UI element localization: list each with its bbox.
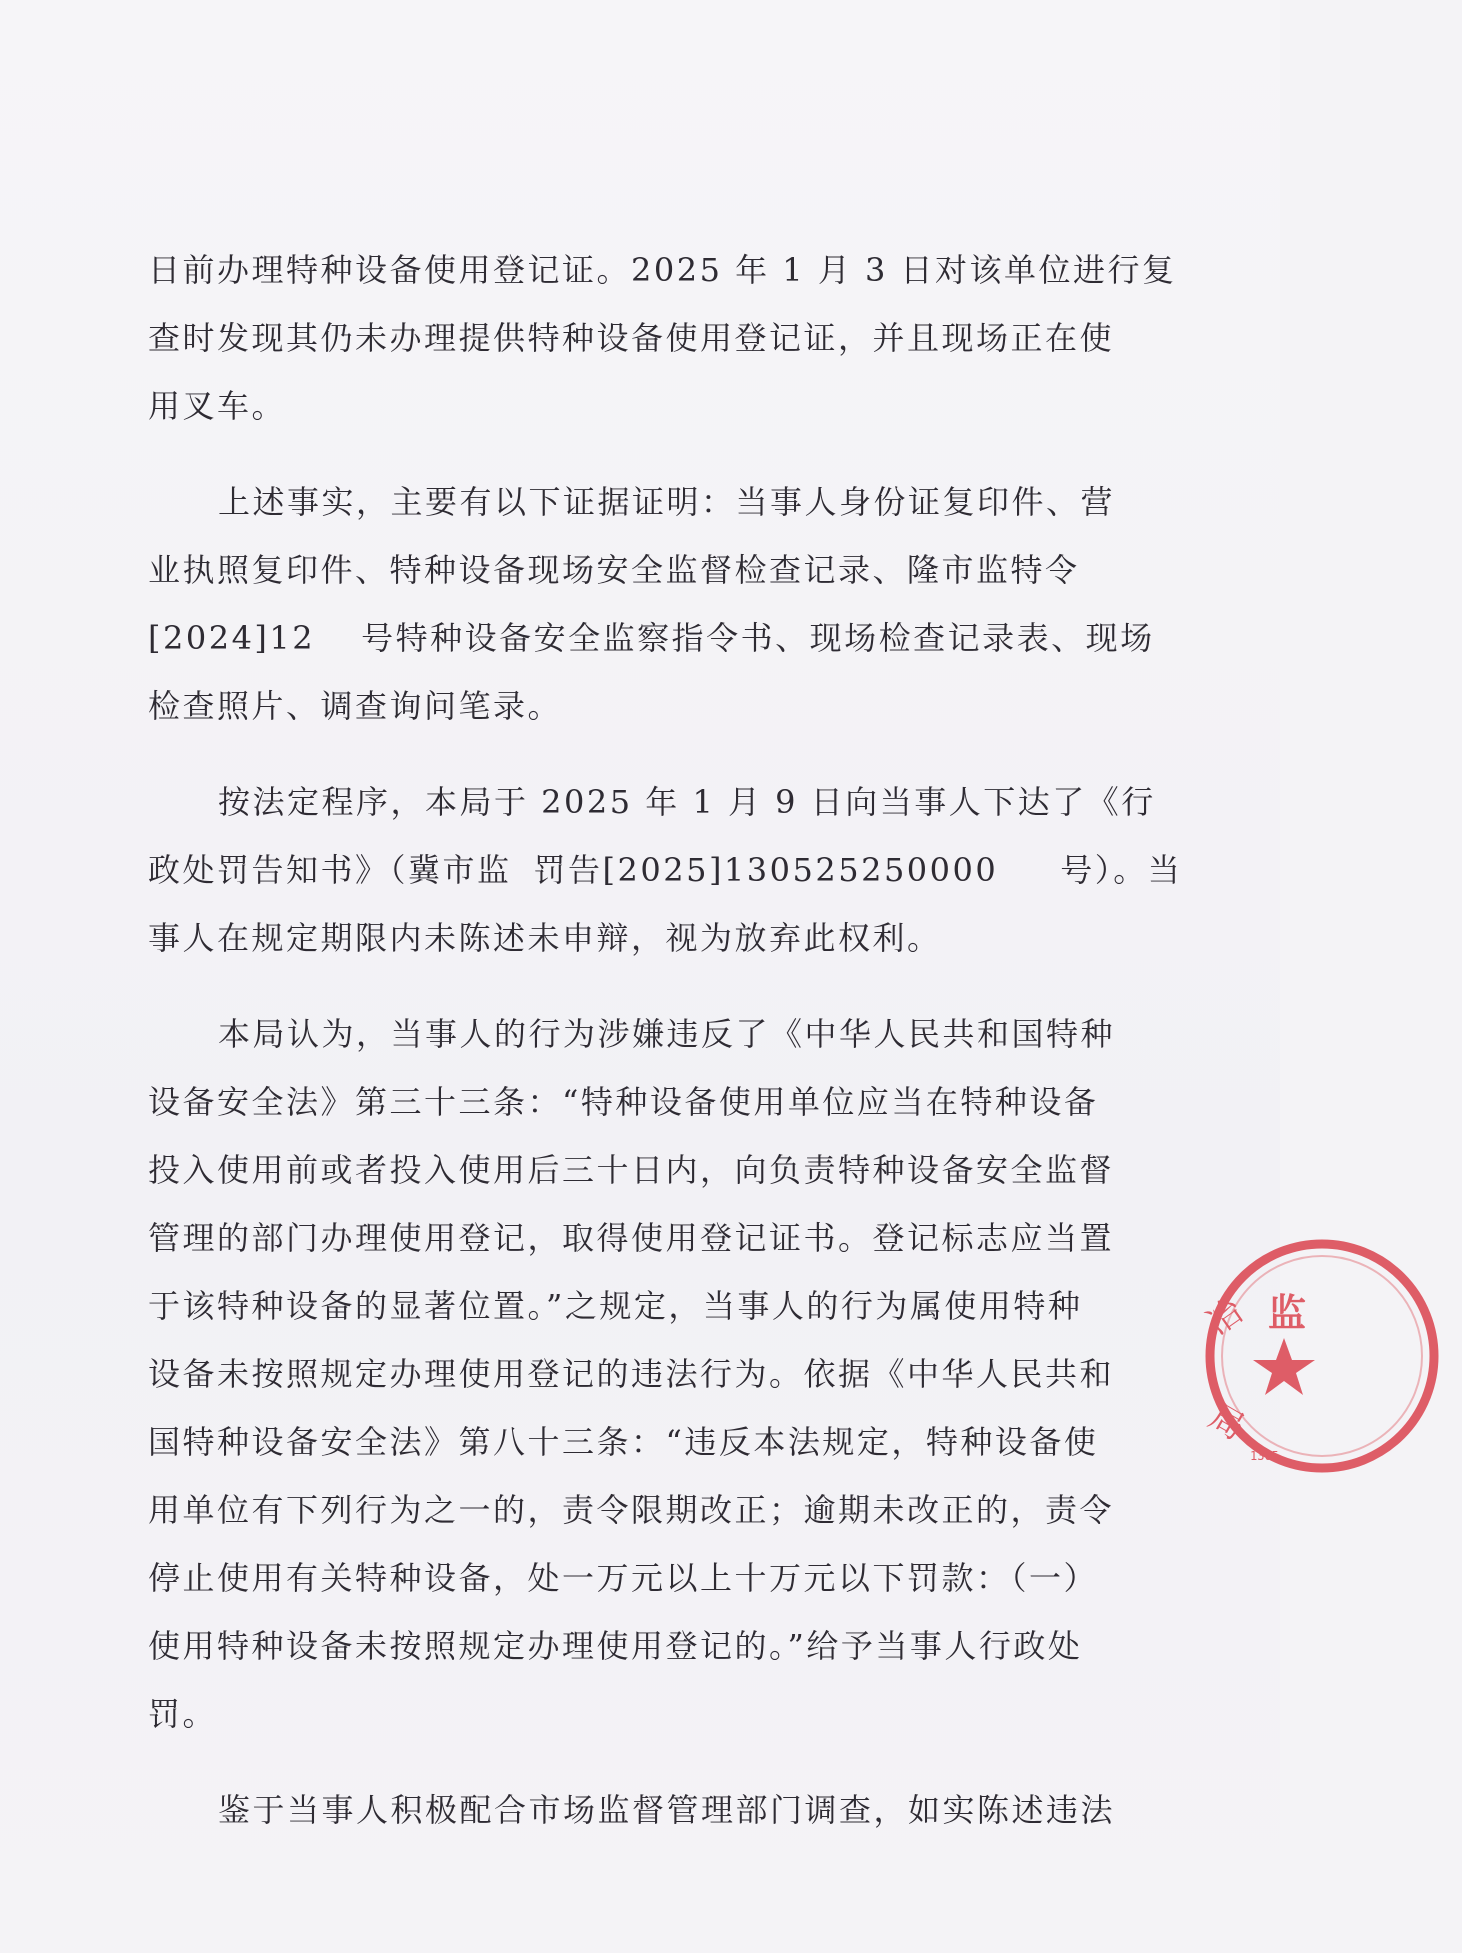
- text-line: 停止使用有关特种设备，处一万元以上十万元以下罚款：（一）: [148, 1559, 1099, 1597]
- text-line: 本局认为，当事人的行为涉嫌违反了《中华人民共和国特种: [218, 1015, 1116, 1053]
- paragraph-facts: [148, 236, 1177, 440]
- text-line: 设备安全法》第三十三条：“特种设备使用单位应当在特种设备: [148, 1083, 1099, 1121]
- paragraph-evidence: [148, 468, 1155, 740]
- text-line: 国特种设备安全法》第八十三条：“违反本法规定，特种设备使: [148, 1423, 1099, 1461]
- text-line: 上述事实，主要有以下证据证明：当事人身份证复印件、营: [218, 483, 1116, 521]
- text-line: 事人在规定期限内未陈述未申辩，视为放弃此权利。: [148, 919, 942, 957]
- text-line: 使用特种设备未按照规定办理使用登记的。”给予当事人行政处: [148, 1627, 1083, 1665]
- text-line: 鉴于当事人积极配合市场监督管理部门调查，如实陈述违法: [218, 1791, 1116, 1829]
- text-fragment: 号特种设备安全监察指令书、现场检查记录表、现场: [361, 619, 1155, 657]
- text-line: 检查照片、调查询问笔录。: [148, 687, 563, 725]
- paragraph-legal-basis: [148, 1000, 1116, 1748]
- seal-glyph: 局: [1202, 1396, 1252, 1449]
- text-line-split: [148, 836, 1183, 904]
- text-line: 罚。: [148, 1695, 218, 1733]
- text-line: 投入使用前或者投入使用后三十日内，向负责特种设备安全监督: [148, 1151, 1115, 1189]
- text-line: 用单位有下列行为之一的，责令限期改正；逾期未改正的，责令: [148, 1491, 1115, 1529]
- text-line: 查时发现其仍未办理提供特种设备使用登记证，并且现场正在使: [148, 319, 1115, 357]
- text-line: 业执照复印件、特种设备现场安全监督检查记录、隆市监特令: [148, 551, 1080, 589]
- paragraph-mitigation: [148, 1776, 1116, 1844]
- seal-glyph: 监: [1268, 1290, 1307, 1335]
- document-body: [148, 236, 1183, 1872]
- text-fragment: 政处罚告知书》（冀市监: [148, 851, 512, 889]
- seal-code: 1305: [1250, 1449, 1279, 1463]
- text-line: 用叉车。: [148, 387, 287, 425]
- official-seal: [1199, 1208, 1462, 1508]
- text-fragment: 罚告[2025]130525250000: [533, 851, 999, 889]
- official-seal-clip: [1190, 1200, 1307, 1500]
- seal-glyph: 冶: [1199, 1290, 1251, 1344]
- seal-star-icon: [1253, 1338, 1315, 1395]
- text-fragment: 号）。当: [1060, 851, 1183, 889]
- text-line: 于该特种设备的显著位置。”之规定，当事人的行为属使用特种: [148, 1287, 1083, 1325]
- paragraph-procedure: [148, 768, 1183, 972]
- text-line-split: [148, 604, 1155, 672]
- text-fragment: [2024]12: [148, 619, 316, 657]
- text-line: 管理的部门办理使用登记，取得使用登记证书。登记标志应当置: [148, 1219, 1115, 1257]
- text-line: 按法定程序，本局于 2025 年 1 月 9 日向当事人下达了《行: [218, 783, 1156, 821]
- text-line: 设备未按照规定办理使用登记的违法行为。依据《中华人民共和: [148, 1355, 1115, 1393]
- text-line: 日前办理特种设备使用登记证。2025 年 1 月 3 日对该单位进行复: [148, 251, 1177, 289]
